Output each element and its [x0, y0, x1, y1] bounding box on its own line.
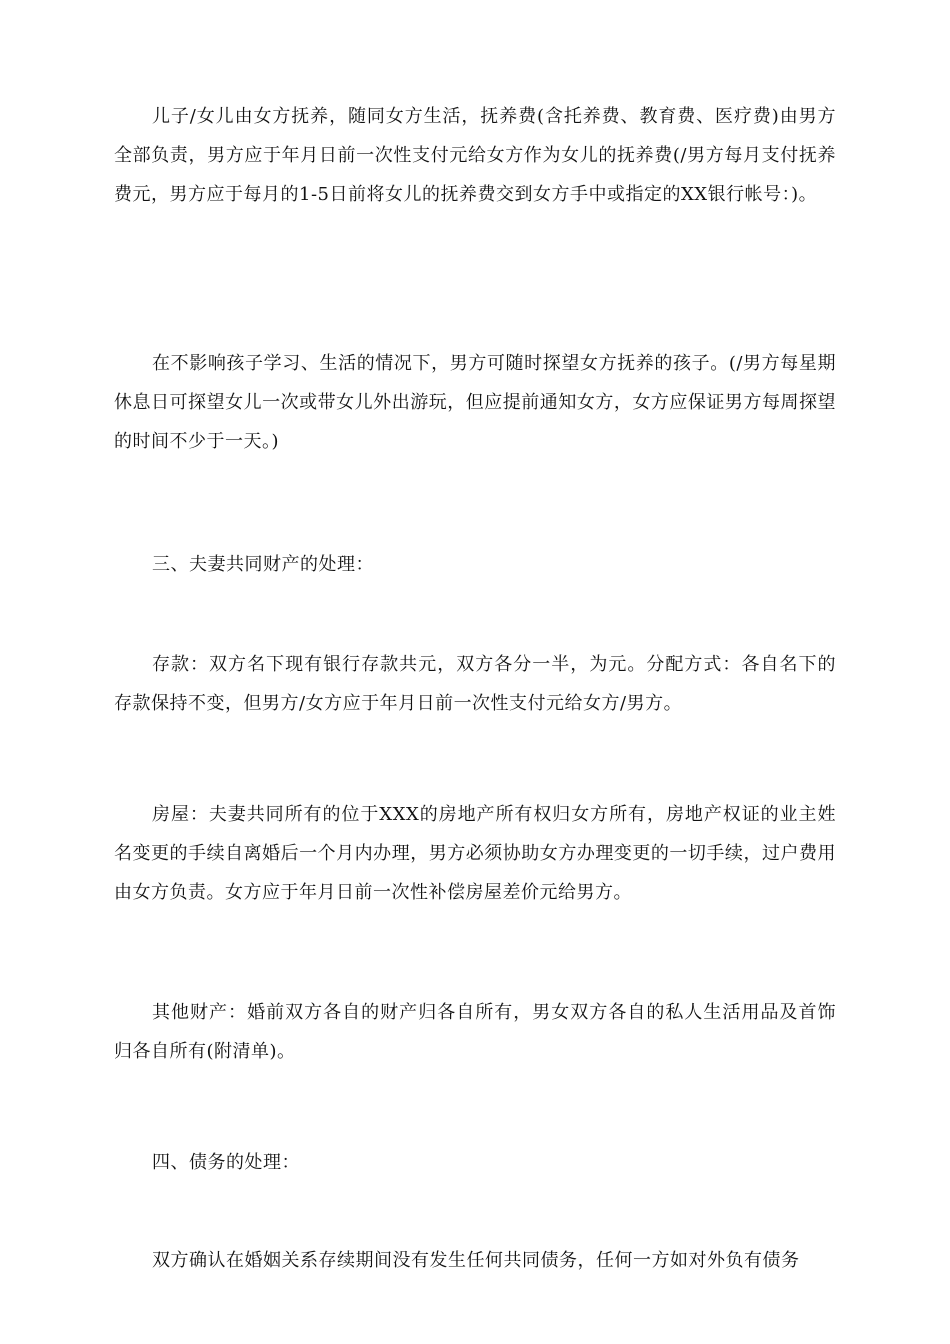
- section-heading-property: 三、夫妻共同财产的处理：: [152, 554, 374, 575]
- paragraph-house: 房屋：夫妻共同所有的位于XXX的房地产所有权归女方所有，房地产权证的业主姓名变更的手续自离婚后一个月内办理，男方必须协助女方办理变更的一切手续，过户费用由女方负责。女方应于年月日前一次性补偿房屋差价元给男方。: [114, 804, 836, 903]
- paragraph-other-property: 其他财产：婚前双方各自的财产归各自所有，男女双方各自的私人生活用品及首饰归各自所有(附清单)。: [114, 1002, 836, 1062]
- section-heading-debts: 四、债务的处理：: [152, 1152, 300, 1173]
- paragraph-child-custody: 儿子/女儿由女方抚养，随同女方生活，抚养费(含托养费、教育费、医疗费)由男方全部负责，男方应于年月日前一次性支付元给女方作为女儿的抚养费(/男方每月支付抚养费元，男方应于每月的1-5日前将女儿的抚养费交到女方手中或指定的XX银行帐号：)。: [114, 106, 836, 205]
- paragraph-deposits: 存款：双方名下现有银行存款共元，双方各分一半，为元。分配方式：各自名下的存款保持不变，但男方/女方应于年月日前一次性支付元给女方/男方。: [114, 654, 836, 714]
- paragraph-debts: 双方确认在婚姻关系存续期间没有发生任何共同债务，任何一方如对外负有债务: [152, 1250, 800, 1271]
- paragraph-visitation: 在不影响孩子学习、生活的情况下，男方可随时探望女方抚养的孩子。(/男方每星期休息日可探望女儿一次或带女儿外出游玩，但应提前通知女方，女方应保证男方每周探望的时间不少于一天。): [114, 353, 836, 452]
